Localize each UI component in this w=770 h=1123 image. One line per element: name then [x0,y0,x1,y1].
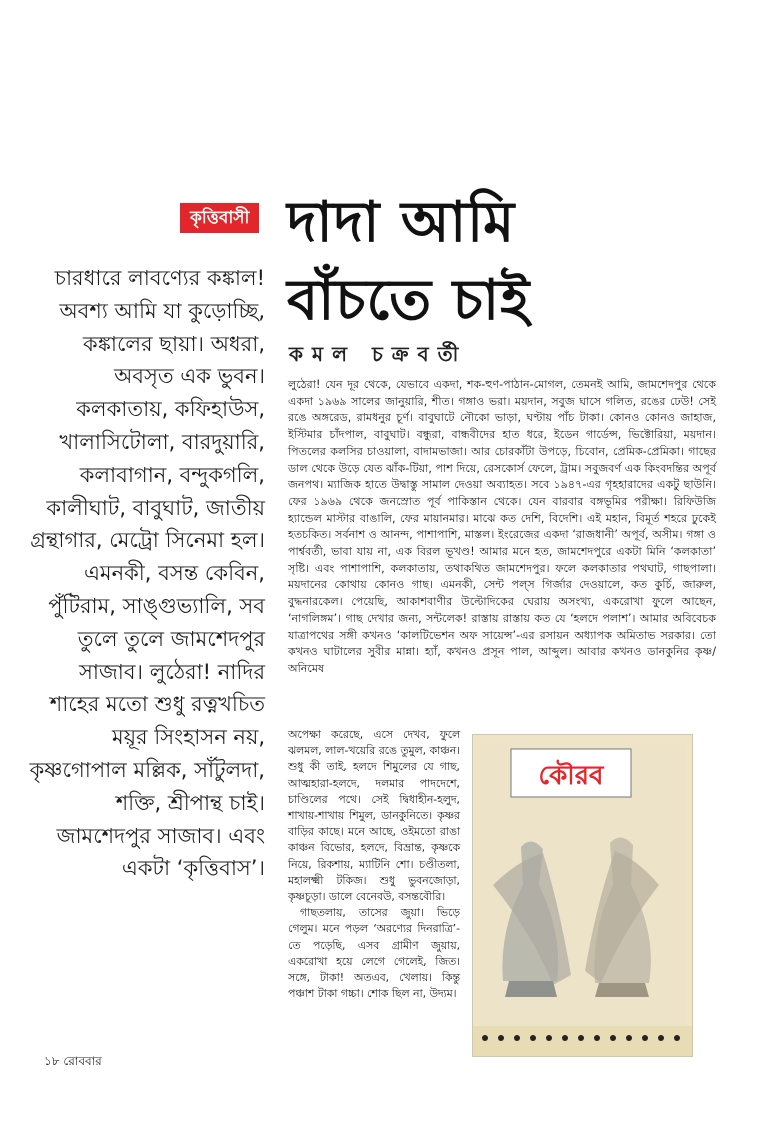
book-cover-image [472,734,693,1057]
column-paragraph: গাছতলায়, তাসের জুয়া। ভিড়ে গেলুম। মনে পড়ল ‘অরণ্যের দিনরাত্রি’-তে পড়েছি, এসব গ্রামীণ জুয়ায়, একরোখা হয়ে লেগে গেলেই, জিত। সঙ্গে, টাকা! অতএব, খেলায়। কিন্তু পঞ্চাশ টাকা গচ্চা। শোক ছিল না, উদ্যম। [288,906,460,1001]
pull-quote: চারধারে লাবণ্যের কঙ্কাল! অবশ্য আমি যা কুড়োচ্ছি, কঙ্কালের ছায়া। অধরা, অবসৃত এক ভুবন। কলকাতায়, কফিহাউস, খালাসিটোলা, বারদুয়ারি, কলাবাগান, বন্দুকগলি, কালীঘাট, বাবুঘাট, জাতীয় গ্রন্থাগার, মেট্রো সিনেমা হল। এমনকী, বসন্ত কেবিন, পুঁটিরাম, সাঙ্গুভ্যালি, সব তুলে তুলে জামশেদপুর সাজাব। লুঠেরা! নাদির শাহের মতো শুধু রত্নখচিত ময়ূর সিংহাসন নয়, কৃষ্ণগোপাল মল্লিক, সাঁটুলদা, শক্তি, শ্রীপান্থ চাই। জামশেদপুর সাজাব। এবং একটা ‘কৃত্তিবাস’। [29,266,265,881]
book-cover-title: কৌরব [538,761,604,791]
column-paragraph: অপেক্ষা করেছে, এসে দেখব, ফুলে ঝলমল, লাল-খয়েরি রঙে তুমুল, কাঞ্চন। শুধু কী তাই, হলদে শিমুলের যে গাছ, আত্মহারা-হলদে, দলমার পাদদেশে, চাণ্ডিলের পথে। সেই দ্বিধাহীন-হলুদ, শাখায়-শাখায় শিমুল, ডানকুনিতে। কৃষ্ণর বাড়ির কাছে। মনে আছে, ওইমতো রাঙা কাঞ্চন বিভোর, হলদে, বিভ্রান্ত, কৃষ্ণকে নিয়ে, রিকশায়, ম্যাটিনি শো। চণ্ডীতলা, মহালক্ষ্মী টকিজ। শুধু ভুবনজোড়া, কৃষ্ণচূড়া। ডালে বেনেবউ, বসন্তবৌরি। [288,728,460,904]
article-title-line-2: বাঁচতে চাই [287,268,531,333]
article-title-line-1: দাদা আমি [287,190,516,255]
article-body: লুঠেরা! যেন দূর থেকে, যেভাবে একদা, শক-হুণ-পাঠান-মোগল, তেমনই আমি, জামশেদপুর থেকে একদা ১৯৬৯ সালের জানুয়ারি, শীত। গঙ্গাও ভরা। ময়দান, সবুজ ঘাসে গলিত, রঙের ঢেউ! সেই রঙে অঙ্গরেড, রামধনুর চূর্ণ। বাবুঘাটে নৌকো ভাড়া, ঘণ্টায় পাঁচ টাকা। কোনও কোনও জাহাজ, ইস্টিমার চাঁদপাল, বাবুঘাট। বন্ধুরা, বান্ধবীদের হাত ধরে, ইডেন গার্ডেন্স, ভিক্টোরিয়া, ময়দান। পিতলের কলসির চাওয়ালা, বাদামভাজা। আর চোরকাঁটা উপড়ে, চিবোন, প্রেমিক-প্রেমিকা। গাছের ডাল থেকে উড়ে যেত ঝাঁক-টিয়া, পাশ দিয়ে, রেসকোর্স ফেলে, ট্রাম। সবুজবর্ণ এক কিংবদন্তির অপূর্ব জনপথ। ম্যাজিক হাতে উদ্বাস্তু সামাল দেওয়া অব্যাহত। সবে ১৯৪৭-এর গৃহহারাদের একটু ছাউনি। ফের ১৯৬৯ থেকে জনস্রোত পূর্ব পাকিস্তান থেকে। যেন বারবার বঙ্গভূমির পরীক্ষা। রিফিউজি হ্যান্ডেল মাস্টার বাঙালি, ফের মায়ানমার। মাঝে কত দেশি, বিদেশি। এই মহান, বিমূর্ত শহরে ঢুকেই হতচকিত। সর্বনাশ ও আনন্দ, পাশাপাশি, মাস্তল। ইংরেজের একদা ‘রাজধানী’ অপূর্ব, অসীম। গঙ্গা ও পার্শ্ববর্তী, ভাবা যায় না, এক বিরল ভূখণ্ড! আমার মনে হত, জামশেদপুরে একটা মিনি ‘কলকাতা’ সৃষ্টি। এবং পাশাপাশি, কলকাতায়, তথাকথিত জামশেদপুর। ফলে কলকাতার পথঘাট, গাছপালা। ময়দানের কোথায় কোনও গাছ। এমনকী, সেন্ট পল্‌স গির্জার দেওয়ালে, কত কুর্চি, জারুল, বুদ্ধনারকেল। পেয়েছি, আকাশবাণীর উল্টোদিকের ঘেরায় অসংখ্য, একরোখা ফুলে আছেন, ‘নাগলিঙ্গম’। গাছ দেখার জন্য, সন্টলেক! রাস্তায় রাস্তায় কত যে ‘হলদে পলাশ’। আমার অবিবেচক যাত্রাপথের সঙ্গী কখনও ‘কালটিভেশন অফ সায়েন্স’-এর রসায়ন অধ্যাপক অমিতাভ সরকার। তো কখনও ঘাটালের সুবীর মান্না। হ্যাঁ, কখনও প্রসূন পাল, আব্দুল। আবার কখনও ডানকুনির কৃষ্ণ/ অনিমেষ [288,378,716,675]
article-title [287,184,747,340]
article-column [288,727,460,1002]
page-folio: ১৮ রোববার [44,1054,102,1068]
cover-border-strip [473,1026,692,1056]
author-byline: কমল চক্রবর্তী [289,342,468,366]
section-tag: কৃত্তিবাসী [180,203,259,233]
